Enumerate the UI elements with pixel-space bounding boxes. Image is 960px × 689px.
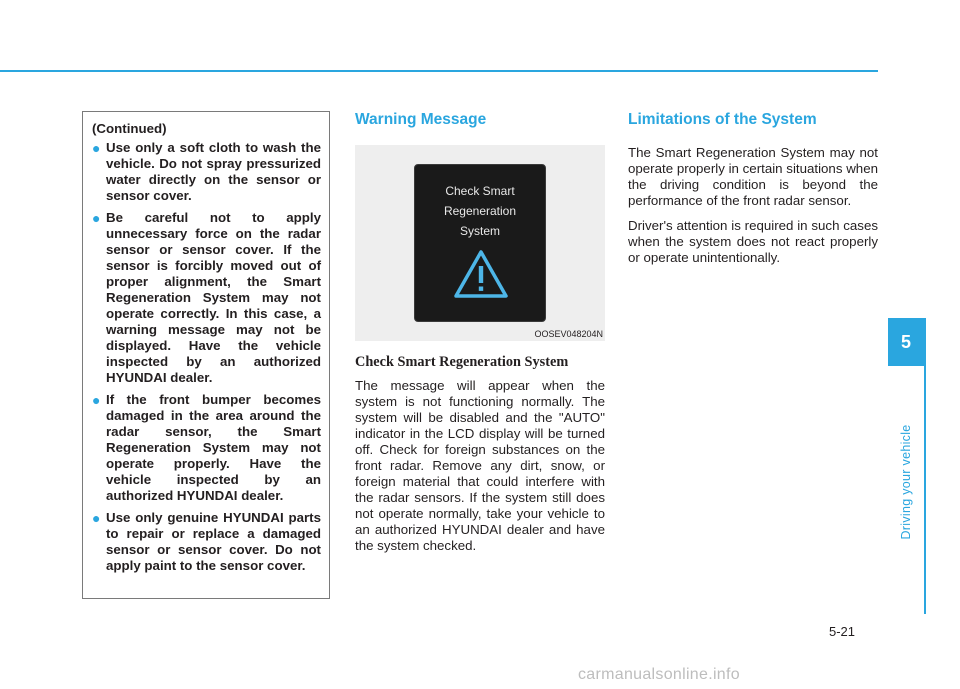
display-message: Check Smart Regeneration System: [443, 184, 517, 238]
bullet-icon: ●: [92, 392, 101, 408]
limitations-paragraph: The Smart Regeneration System may not operate properly in certain situations when the driving condition is beyond the performance of the front radar sensor.: [628, 145, 878, 208]
caution-item: ● Use only genuine HYUNDAI parts to repair or replace a damaged sensor or sensor cover. Do not apply paint to the sensor cover.: [92, 510, 321, 573]
caution-box: [82, 111, 330, 599]
caution-continued-label: (Continued): [92, 121, 167, 136]
limitations-heading: Limitations of the System: [628, 111, 817, 128]
bullet-icon: ●: [92, 140, 101, 156]
limitations-section: [628, 111, 878, 275]
caution-item: ● Use only a soft cloth to wash the vehicle. Do not spray pressurized water directly on the sensor or sensor cover.: [92, 140, 321, 203]
caution-item: ● If the front bumper becomes damaged in the area around the radar sensor, the Smart Regeneration System may not operate properly. Have the vehicle inspected by an authorized HYUNDAI dealer.: [92, 392, 321, 503]
caution-list: [91, 140, 321, 574]
sidebar-rule: [924, 318, 926, 614]
warning-subheading: Check Smart Regeneration System: [355, 354, 569, 370]
caution-item: ● Be careful not to apply unnecessary force on the radar sensor or sensor cover. If the sensor is forcibly moved out of proper alignment, the Smart Regeneration System may not operate correctly. In this case, a warning message may not be displayed. Have the vehicle inspected by an authorized HYUNDAI dealer.: [92, 210, 321, 385]
chapter-title: Driving your vehicle: [899, 424, 913, 540]
chapter-number-tab: 5: [888, 318, 924, 366]
bullet-icon: ●: [92, 210, 101, 226]
warning-section: [355, 111, 605, 562]
warning-triangle-icon: [453, 249, 509, 299]
figure-code: OOSEV048204N: [534, 329, 603, 339]
watermark: carmanualsonline.info: [578, 666, 740, 683]
warning-figure: [355, 145, 605, 341]
bullet-icon: ●: [92, 510, 101, 526]
warning-body: The message will appear when the system is not functioning normally. The system will be disabled and the "AUTO" indicator in the LCD display will be turned off. Check for foreign substances on the front radar. Remove any dirt, snow, or foreign material that could interfere with the radar sensors. If the system still does not operate normally, take your vehicle to an authorized HYUNDAI dealer and have the system checked.: [355, 378, 605, 553]
warning-heading: Warning Message: [355, 111, 487, 128]
page-number: 5-21: [829, 624, 856, 639]
cluster-display: [414, 164, 546, 322]
limitations-paragraph: Driver's attention is required in such cases when the system does not react properly or operate unintentionally.: [628, 218, 878, 265]
header-rule: [0, 70, 878, 72]
